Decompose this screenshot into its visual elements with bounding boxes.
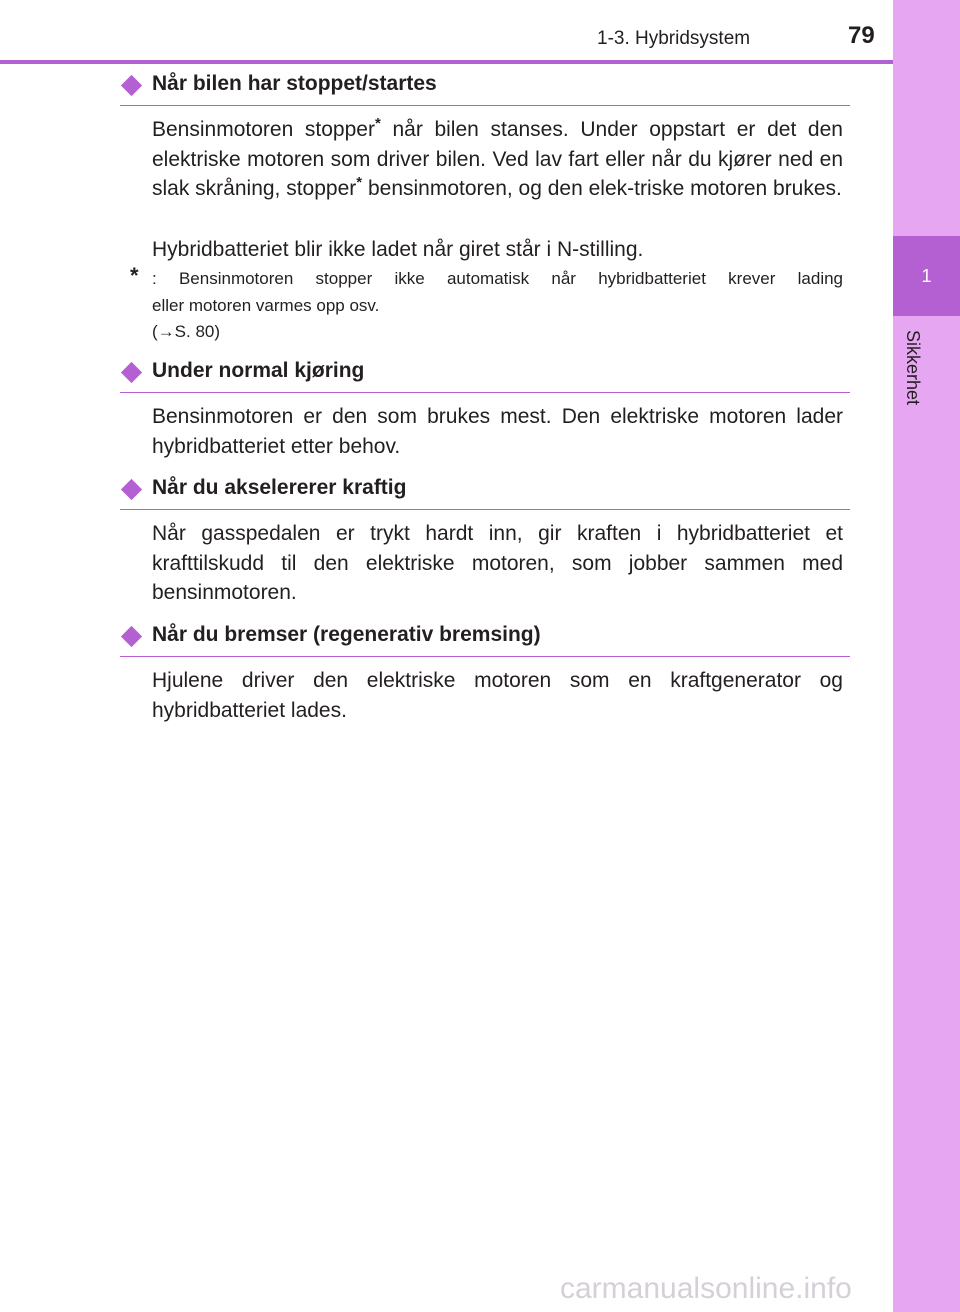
watermark: carmanualsonline.info [560,1272,852,1305]
chapter-number-badge: 1 [893,236,960,316]
running-header-title: 1-3. Hybridsystem [597,28,751,49]
section-body: Bensinmotoren stopper* når bilen stanses. Under oppstart er det den elektriske motoren som driver bilen. Ved lav fart eller når du kjører ned en slak skråning, stopper* bensinmotoren, og den elek-triske motoren brukes. [152,115,843,201]
footnote-marker: * [356,174,363,192]
section-heading-text: Under normal kjøring [152,359,365,382]
footnote [130,263,843,346]
section-heading-text: Når du akselererer kraftig [152,476,407,499]
footnote-marker: * [374,115,381,132]
section-heading-text: Når bilen har stoppet/startes [152,72,437,95]
chapter-side-tab [893,0,960,1312]
footnote-text-cont: eller motoren varmes opp osv. [152,295,380,315]
section-heading-text: Når du bremser (regenerativ bremsing) [152,623,541,646]
chapter-label: Sikkerhet [903,330,923,406]
section-heading-stopped-started [120,70,850,106]
footnote-star: * [130,263,139,288]
diamond-bullet-icon [121,75,142,96]
diamond-bullet-icon [121,362,142,383]
section-heading-regenerative-braking [120,621,850,657]
diamond-bullet-icon [121,479,142,500]
section-heading-hard-acceleration [120,474,850,510]
footnote-text: : Bensinmotoren stopper ikke automatisk når hybridbatteriet krever lading [152,269,843,288]
section-body: Hjulene driver den elektriske motoren som en kraftgenerator og hybridbatteriet lades. [152,669,843,722]
section-body: Når gasspedalen er trykt hardt inn, gir kraften i hybridbatteriet et krafttilskudd til den elektriske motoren, som jobber sammen med bensinmotoren. [152,522,843,605]
header-rule [0,60,893,64]
section-heading-normal-driving [120,357,850,393]
section-body: Bensinmotoren er den som brukes mest. Den elektriske motoren lader hybridbatteriet etter behov. [152,405,843,458]
footnote-page-ref[interactable]: (→S. 80) [152,322,221,341]
page-number: 79 [848,22,875,49]
diamond-bullet-icon [121,626,142,647]
section-body-note: Hybridbatteriet blir ikke ladet når giret står i N-stilling. [152,238,644,261]
